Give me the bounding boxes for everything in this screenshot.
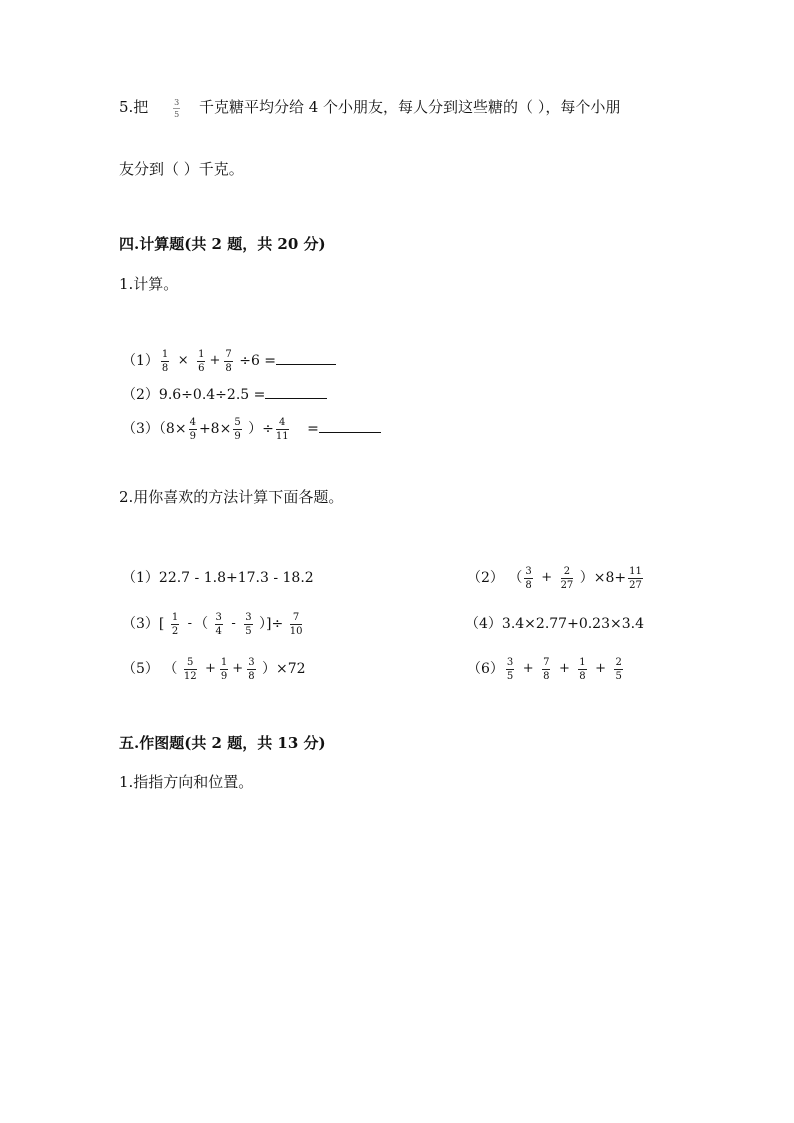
fraction: $\frac{3}{4}$: [215, 611, 222, 637]
item-label: （1）: [122, 353, 159, 369]
operator: +: [595, 661, 607, 676]
operator: ×: [177, 353, 189, 368]
calc-item-a6: [467, 654, 625, 684]
answer-blank[interactable]: [276, 363, 336, 365]
operator: -: [187, 616, 193, 631]
question-5-text: 千克糖平均分给 4 个小朋友，每人分到这些糖的（ ），每个小朋: [198, 98, 621, 116]
item-label: （4）: [465, 616, 502, 632]
section-5-title: 五.作图题(共 2 题，共 13 分): [119, 734, 326, 752]
section-5-question-1-title: 1.指指方向和位置。: [119, 773, 254, 791]
section-4-question-2-title: 2.用你喜欢的方法计算下面各题。: [119, 488, 344, 506]
item-label: （6）: [467, 661, 504, 677]
fraction: $\frac{4}{9}$: [189, 416, 196, 442]
calc-item-3: [122, 414, 381, 444]
section-4-question-1-title: 1.计算。: [119, 275, 179, 293]
expression: 22.7 - 1.8+17.3 - 18.2: [158, 570, 314, 586]
paren: （: [194, 616, 209, 632]
item-label: （5）: [122, 661, 159, 677]
operator: +: [522, 661, 534, 676]
fraction-three-fifths: $\frac{3}{5}$: [174, 97, 180, 119]
expression-part: ）÷: [248, 421, 274, 437]
fraction: $\frac{3}{5}$: [506, 656, 514, 682]
question-5-line-2: 友分到（ ）千克。: [119, 160, 244, 178]
fraction: $\frac{1}{8}$: [579, 656, 586, 682]
item-label: （3）: [122, 616, 159, 632]
fraction: $\frac{5}{12}$: [183, 656, 197, 682]
equals-sign: =: [307, 421, 319, 437]
item-label: （3）: [122, 421, 159, 437]
calc-item-a4: [465, 609, 644, 639]
fraction: $\frac{1}{8}$: [161, 348, 169, 374]
operator: +: [558, 661, 570, 676]
operator: +: [232, 661, 244, 676]
item-label: （1）: [122, 570, 159, 586]
expression-part: +8×: [198, 421, 232, 437]
expression-part: （8×: [158, 421, 187, 437]
calc-item-1: [122, 346, 336, 376]
expression-part: ）×8+: [579, 570, 627, 586]
calc-item-2: [122, 380, 327, 410]
question-5-line-1: [119, 96, 620, 119]
fraction: $\frac{1}{2}$: [171, 611, 179, 637]
fraction: $\frac{2}{27}$: [560, 565, 574, 591]
operator: +: [209, 353, 221, 368]
expression-part: ）]÷: [259, 616, 284, 632]
item-label: （2）: [122, 387, 159, 403]
fraction: $\frac{1}{6}$: [198, 348, 205, 374]
operator: -: [231, 616, 236, 631]
fraction: $\frac{7}{10}$: [289, 611, 303, 637]
paren: （: [508, 570, 523, 586]
expression: 9.6÷0.4÷2.5 =: [158, 387, 266, 403]
calc-item-a3: [122, 609, 304, 639]
operator: +: [205, 661, 216, 676]
fraction: $\frac{5}{9}$: [234, 416, 241, 442]
calc-item-a2: [467, 563, 645, 593]
fraction: $\frac{1}{9}$: [220, 656, 228, 682]
calc-item-a5: [122, 654, 306, 684]
question-5-prefix: 5.把: [119, 98, 149, 116]
fraction: $\frac{2}{5}$: [615, 656, 622, 682]
fraction: $\frac{7}{8}$: [543, 656, 550, 682]
expression-part: ）×72: [262, 661, 306, 677]
calc-item-a1: [122, 563, 314, 593]
fraction: $\frac{3}{8}$: [525, 565, 532, 591]
fraction: $\frac{7}{8}$: [225, 348, 232, 374]
answer-blank[interactable]: [265, 397, 327, 399]
expression: 3.4×2.77+0.23×3.4: [501, 616, 644, 632]
expression-tail: ÷6 =: [239, 353, 277, 369]
fraction: $\frac{3}{8}$: [248, 656, 255, 682]
answer-blank[interactable]: [319, 431, 381, 433]
fraction: $\frac{4}{11}$: [275, 416, 289, 442]
operator: +: [541, 570, 553, 585]
item-label: （2）: [467, 570, 504, 586]
fraction: $\frac{11}{27}$: [629, 565, 642, 591]
bracket: [: [158, 616, 165, 632]
fraction: $\frac{3}{5}$: [245, 611, 252, 637]
paren: （: [163, 661, 178, 677]
section-4-title: 四.计算题(共 2 题，共 20 分): [119, 235, 326, 253]
